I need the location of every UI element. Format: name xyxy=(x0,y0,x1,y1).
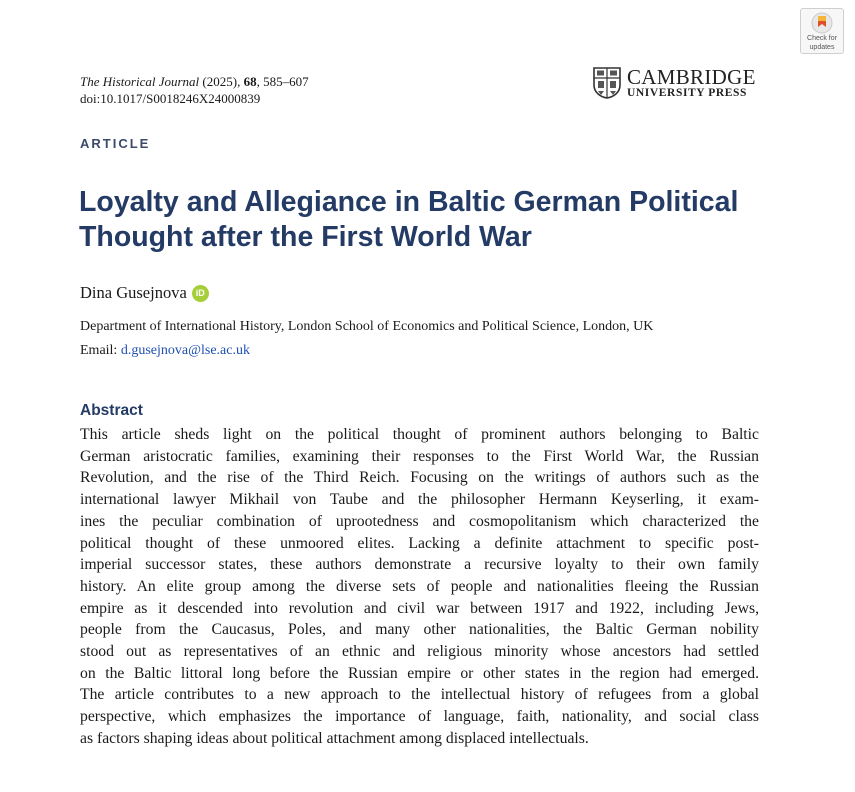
abstract-line: political thought of these unmoored elites. Lacking a definite attachment to specific post- xyxy=(80,534,759,552)
cambridge-shield-icon xyxy=(593,67,621,99)
publisher-logo xyxy=(593,66,756,100)
check-for-updates-badge[interactable] xyxy=(800,8,844,54)
badge-line-1: Check for xyxy=(807,35,837,42)
publisher-press: UNIVERSITY PRESS xyxy=(627,87,748,99)
abstract-body xyxy=(80,424,759,750)
abstract-line: international lawyer Mikhail von Taube and the philosopher Hermann Keyserling, it exam- xyxy=(80,491,759,509)
citation-line xyxy=(80,73,309,90)
orcid-icon[interactable]: iD xyxy=(192,285,209,302)
abstract-line: stood out as representatives of an ethnic and religious minority whose ancestors had settled xyxy=(80,643,759,661)
citation-doi: doi:10.1017/S0018246X24000839 xyxy=(80,91,261,106)
abstract-line: German aristocratic families, examining their responses to the First World War, the Russian xyxy=(80,447,759,465)
abstract-line: The article contributes to a new approach to the intellectual history of refugees from a global xyxy=(80,686,759,704)
abstract-line: on the Baltic littoral long before the Russian empire or other states in the region had emerged. xyxy=(80,664,759,682)
abstract-heading: Abstract xyxy=(80,402,143,419)
author-affiliation: Department of International History, London School of Economics and Political Science, London, UK xyxy=(80,319,654,334)
journal-citation xyxy=(80,73,309,107)
article-type-label: ARTICLE xyxy=(80,136,151,151)
email-label: Email: xyxy=(80,343,121,358)
journal-name: The Historical Journal xyxy=(80,74,200,89)
badge-line-2: updates xyxy=(809,43,835,51)
bookmark-icon xyxy=(811,12,833,34)
abstract-line: Revolution, and the rise of the Third Reich. Focusing on the writings of authors such as the xyxy=(80,469,759,487)
abstract-line: as factors shaping ideas about political attachment among displaced intellectuals. xyxy=(80,729,589,747)
email-link[interactable]: d.gusejnova@lse.ac.uk xyxy=(120,343,250,358)
citation-volume: 68 xyxy=(243,74,257,89)
author-email-line xyxy=(80,342,250,360)
abstract-line: imperial successor states, these authors demonstrate a recursive loyalty to their own family xyxy=(80,556,759,574)
abstract-line: perspective, which emphasizes the importance of language, faith, nationality, and social class xyxy=(80,708,759,726)
article-title: Loyalty and Allegiance in Baltic German Political Thought after the First World War xyxy=(79,186,739,253)
abstract-line: empire as it descended into revolution and civil war between 1917 and 1922, including Jews, xyxy=(80,599,759,617)
abstract-line: This article sheds light on the political thought of prominent authors belonging to Baltic xyxy=(80,426,759,443)
abstract-line: history. An elite group among the diverse sets of people and nationalities fleeing the Russian xyxy=(80,577,759,595)
author-name[interactable]: Dina Gusejnova xyxy=(80,283,187,302)
publisher-name: CAMBRIDGE xyxy=(627,65,756,89)
citation-year: (2025), xyxy=(202,74,241,89)
abstract-line: people from the Caucasus, Poles, and many other nationalities, the Baltic German nobility xyxy=(80,621,759,639)
abstract-line: ines the peculiar combination of uprootedness and cosmopolitanism which characterized the xyxy=(80,512,759,530)
citation-pages: , 585–607 xyxy=(256,74,309,89)
author-line xyxy=(80,283,209,303)
